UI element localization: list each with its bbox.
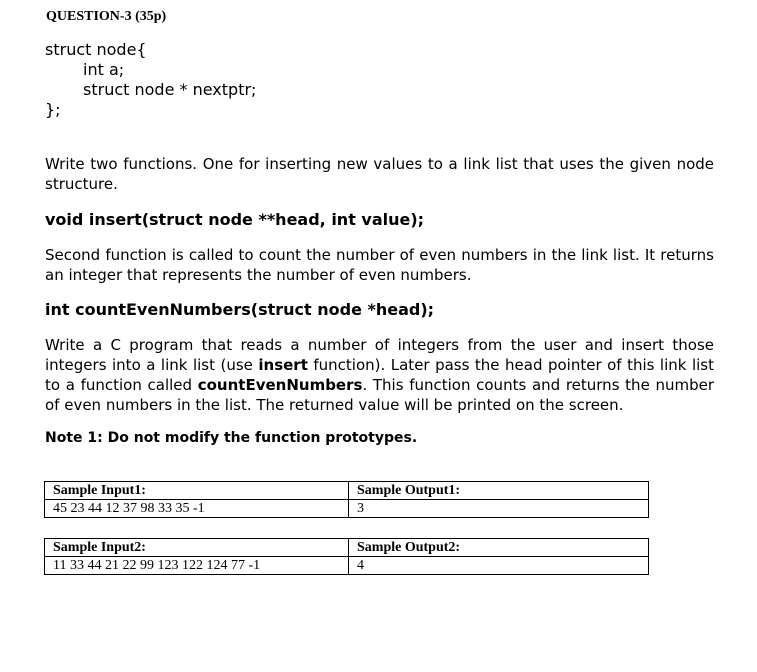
para3-part2: function). Later pass the head pointer of this link list to a function called [45,356,714,394]
sample-output-value: 3 [349,500,649,518]
sample-table-2 [44,538,649,575]
para3-bold-insert: insert [258,356,308,374]
sample-input-label: Sample Input2: [45,539,349,557]
question-heading: QUESTION-3 (35p) [46,9,167,24]
sample-output-label: Sample Output2: [349,539,649,557]
struct-line-3: struct node * nextptr; [83,80,257,99]
paragraph-intro: Write two functions. One for inserting new values to a link list that uses the given node structure. [45,155,714,193]
paragraph-program-description [45,335,714,415]
sample-output-label: Sample Output1: [349,482,649,500]
paragraph-count-description: Second function is called to count the number of even numbers in the link list. It returns an integer that represents the number of even numbers. [45,246,714,284]
para3-bold-count: countEvenNumbers [197,376,363,394]
sample-input-value: 45 23 44 12 37 98 33 35 -1 [45,500,349,518]
para3-part3: . This function counts and returns the number of even numbers in the list. The returned value will be printed on the screen. [45,376,715,414]
struct-line-2: int a; [83,60,125,79]
struct-line-1: struct node{ [45,40,147,59]
note-text: Note 1: Do not modify the function prototypes. [45,430,418,446]
struct-definition [45,40,256,120]
sample-output-value: 4 [349,557,649,575]
sample-table-1 [44,481,649,518]
prototype-insert: void insert(struct node **head, int value); [45,210,425,229]
para3-part1: Write a C program that reads a number of integers from the user and insert those integers into a link list (use [45,336,714,374]
struct-line-4: }; [45,100,61,119]
sample-input-value: 11 33 44 21 22 99 123 122 124 77 -1 [45,557,349,575]
sample-input-label: Sample Input1: [45,482,349,500]
prototype-count-even: int countEvenNumbers(struct node *head); [45,300,435,319]
